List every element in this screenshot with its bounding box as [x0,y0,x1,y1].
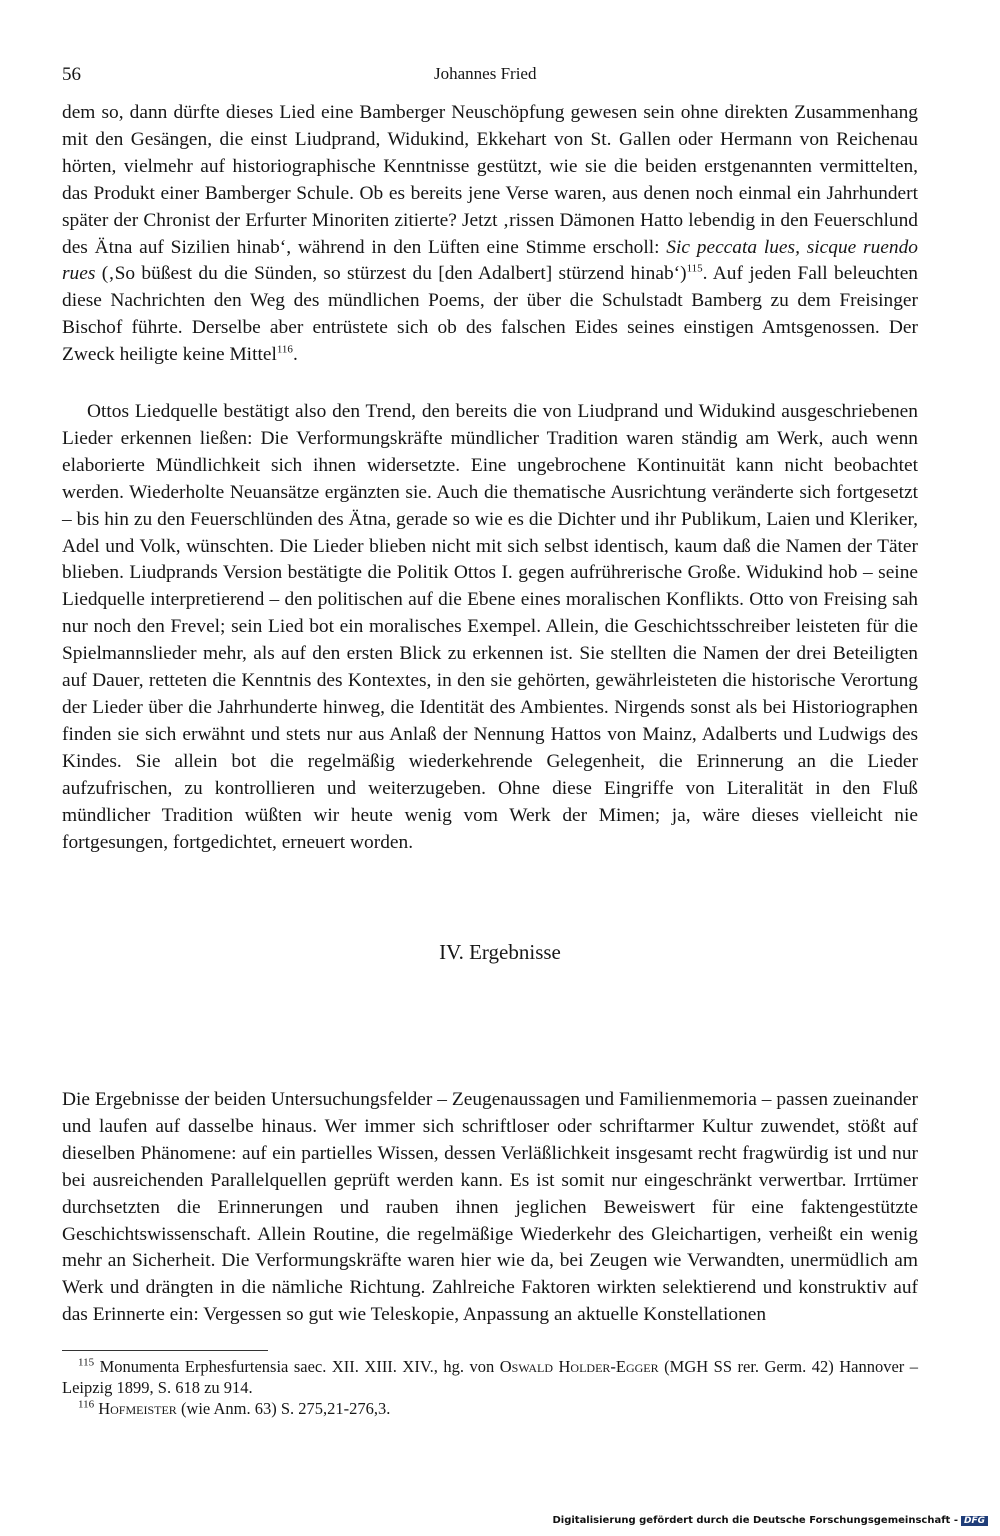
credit-text: Digitalisierung gefördert durch die Deutsche Forschungsgemeinschaft - [552,1515,958,1526]
p1-text-end: . [292,344,298,366]
footnote-divider [62,1350,268,1351]
paragraph-3-text: Die Ergebnisse der beiden Untersuchungsfelder – Zeugenaussagen und Familienmemoria – passen zueinander und laufen auf dasselbe hinaus. Wer immer sich schriftloser oder schriftarmer Kultur zuwendet, stößt auf dieselben Phänomene: auf ein partielles Wissen, dessen Verläßlichkeit insgesamt recht fragwürdig ist und nur bei ausreichenden Parallelquellen geprüft werden kann. Es ist somit nur eingeschränkt verwertbar. Irrtümer durchsetzten die Erinnerungen und rauben ihnen jeglichen Beweiswert für eine faktengestützte Geschichtswissenschaft. Allein Routine, die regelmäßige Wiederkehr des Gleichartigen, verheißt ein wenig mehr an Sicherheit. Die Verformungskräfte waren hier wie da, bei Zeugen wie Verwandten, unermüdlich am Werk und drängten in die nämliche Richtung. Zahlreiche Faktoren wirkten selektierend und konstruktiv auf das Erinnerte ein: Vergessen so gut wie Teleskopie, Anpassung an aktuelle Konstellationen [62,1089,918,1326]
footnote-number: 116 [78,1398,95,1411]
footnote-author: Oswald Holder-Egger [499,1357,659,1376]
footnote-115 [62,1356,918,1398]
running-head: Johannes Fried [434,64,537,83]
footnote-number: 115 [78,1356,95,1369]
page-header [62,64,928,94]
paragraph-3 [62,1087,918,1329]
paragraph-2 [62,399,918,856]
p1-text-b: (‚So büßest du die Sünden, so stürzest du [den Adalbert] stürzend hinab‘) [95,263,687,285]
footnote-116 [62,1398,918,1419]
p1-text-a: dem so, dann dürfte dieses Lied eine Bamberger Neuschöpfung gewesen sein ohne direkten Zusammenhang mit den Gesängen, die einst Liudprand, Widukind, Ekkehart von St. Gallen oder Hermann von Reichenau hörten, vielmehr auf historiographische Kenntnisse gestützt, wie sie die beiden erstgenannten vermittelten, das Produkt einer Bamberger Schule. Ob es bereits jene Verse waren, aus denen noch einmal ein Jahrhundert später der Chronist der Erfurter Minoriten zitierte? Jetzt ‚rissen Dämonen Hatto lebendig in den Feuerschlund des Ätna auf Sizilien hinab‘, während in den Lüften eine Stimme erscholl: [62,102,918,258]
paragraph-1 [62,100,918,369]
page-number: 56 [62,64,81,85]
latin-quote: Sic peccata lues, sicque ruendo rues [62,236,918,285]
footnote-text: (wie Anm. 63) S. 275,21-276,3. [176,1399,391,1418]
p1-text-c: . Auf jeden Fall beleuchten diese Nachrichten den Weg des mündlichen Poems, der über die Schulstadt Bamberg zu dem Freisinger Bischof führte. Derselbe aber entrüstete sich ob des falschen Eides seines einstigen Amtsgenossen. Der Zweck heiligte keine Mittel [62,263,918,366]
footnotes [62,1356,918,1419]
digitization-credit [552,1515,988,1526]
footnote-ref-115[interactable]: 115 [686,262,703,275]
dfg-logo: DFG [961,1516,988,1526]
paragraph-2-text: Ottos Liedquelle bestätigt also den Trend, den bereits die von Liudprand und Widukind ausgeschriebenen Lieder erkennen ließen: Die Verformungskräfte mündlicher Tradition waren ständig am Werk, auch wenn elaborierte Mündlichkeit sich ihnen widersetzte. Eine ungebrochene Kontinuität kann nicht beobachtet werden. Wiederholte Neuansätze ergänzten sie. Auch die thematische Ausrichtung veränderte sich fortgesetzt – bis hin zu den Feuerschlünden des Ätna, gerade so wie es die Dichter und ihr Publikum, Laien und Kleriker, Adel und Volk, wünschten. Die Lieder blieben nicht mit sich selbst identisch, kaum daß die Namen der Täter blieben. Liudprands Version bestätigte die Politik Ottos I. gegen aufrührerische Große. Widukind hob – seine Liedquelle interpretierend – den politischen auf die Ebene eines moralischen Konflikts. Otto von Freising sah nur noch den Frevel; sein Lied bot ein moralisches Exempel. Allein, die Geschichtsschreiber leisteten für die Spielmannslieder mehr, als auf den ersten Blick zu erkennen ist. Sie stellten die Namen der drei Beteiligten auf Dauer, retteten die Kenntnis des Kontextes, in den sie gehörten, gewährleisteten die historische Verortung der Lieder über die Jahrhunderte hinweg, die Identität des Ambientes. Nirgends sonst als bei Historiographen finden sie sich erwähnt und stets nur aus Anlaß der Nennung Hattos von Mainz, Adalberts und Ludwigs des Kindes. Sie allein bot die regelmäßig wiederkehrende Gelegenheit, die Erinnerung an die Lieder aufzufrischen, zu kontrollieren und weiterzugeben. Ohne diese Eingriffe von Literalität in den Fluß mündlicher Tradition wüßten wir heute wenig vom Werk der Mimen; ja, wäre dieses vielleicht nie fortgesungen, fortgedichtet, erneuert worden. [62,401,918,853]
footnote-ref-116[interactable]: 116 [276,343,293,356]
footnote-text: (MGH SS rer. Germ. 42) Hannover – Leipzig 1899, S. 618 zu 914. [62,1357,919,1397]
footnote-author: Hofmeister [98,1399,177,1418]
section-heading: IV. Ergebnisse [439,940,561,964]
footnote-text: Monumenta Erphesfurtensia saec. XII. XIII. XIV., hg. von [94,1357,500,1376]
